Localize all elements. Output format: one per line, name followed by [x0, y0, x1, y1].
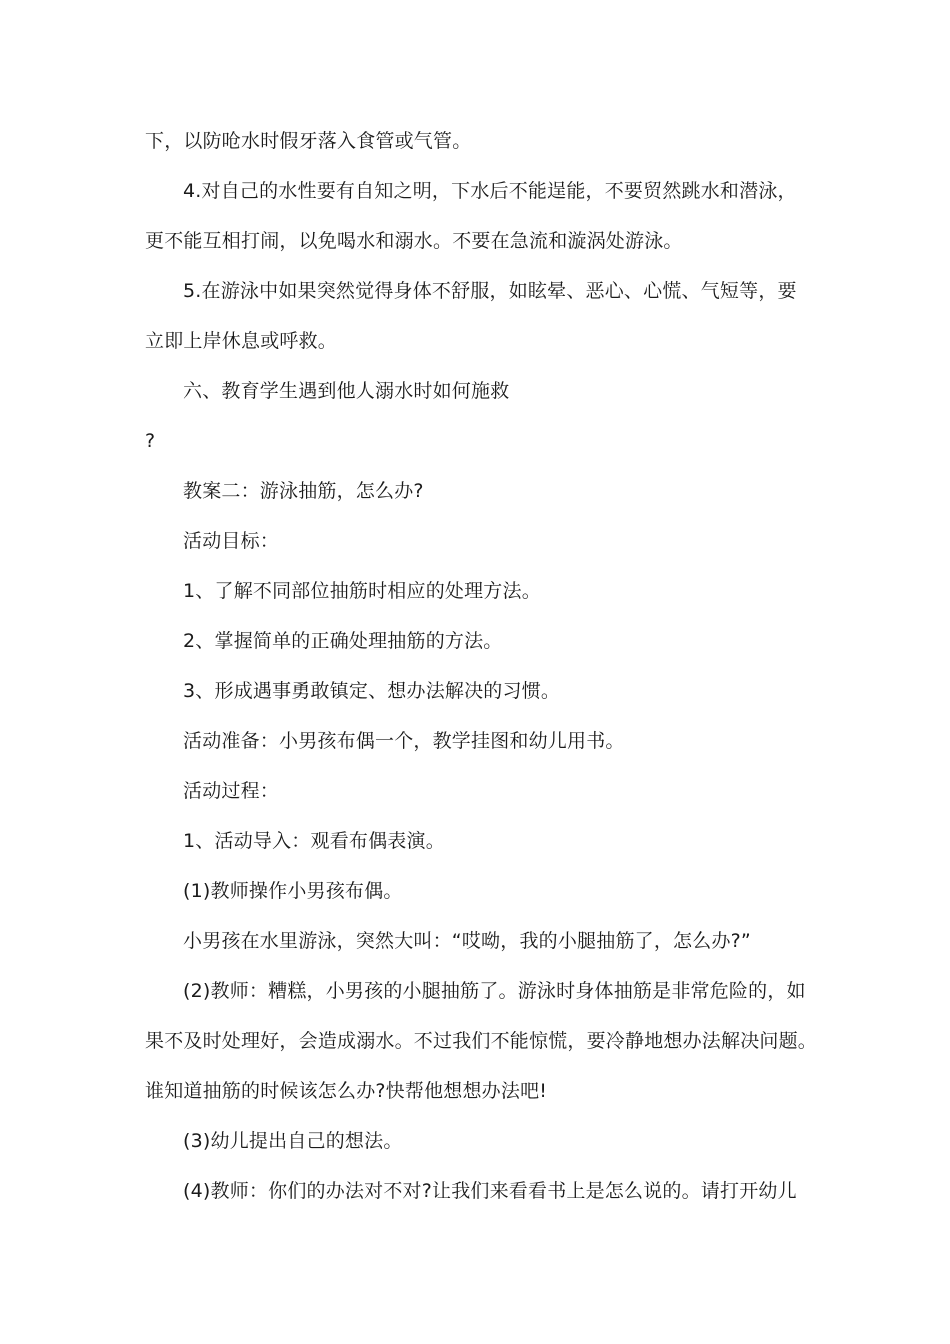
- list-item: (4)教师：你们的办法对不对?让我们来看看书上是怎么说的。请打开幼儿: [183, 1180, 797, 1202]
- section-heading: 六、教育学生遇到他人溺水时如何施救: [183, 380, 510, 402]
- list-item: (1)教师操作小男孩布偶。: [183, 880, 403, 902]
- text-line: 小男孩在水里游泳，突然大叫：“哎呦，我的小腿抽筋了，怎么办?”: [183, 930, 751, 952]
- text-line: 5.在游泳中如果突然觉得身体不舒服，如眩晕、恶心、心慌、气短等，要: [183, 280, 797, 302]
- list-item: 2、掌握简单的正确处理抽筋的方法。: [183, 630, 503, 652]
- lesson-title: 教案二：游泳抽筋，怎么办?: [183, 480, 424, 502]
- list-item: 3、形成遇事勇敢镇定、想办法解决的习惯。: [183, 680, 561, 702]
- text-line: 果不及时处理好，会造成溺水。不过我们不能惊慌，要冷静地想办法解决问题。: [145, 1030, 818, 1052]
- text-line: 谁知道抽筋的时候该怎么办?快帮他想想办法吧!: [145, 1080, 548, 1102]
- section-heading: 活动目标：: [183, 530, 280, 552]
- text-line: 活动准备：小男孩布偶一个，教学挂图和幼儿用书。: [183, 730, 625, 752]
- text-line: 立即上岸休息或呼救。: [145, 330, 338, 352]
- list-item: (2)教师：糟糕，小男孩的小腿抽筋了。游泳时身体抽筋是非常危险的，如: [183, 980, 806, 1002]
- section-heading: 活动过程：: [183, 780, 280, 802]
- text-line: 更不能互相打闹，以免喝水和溺水。不要在急流和漩涡处游泳。: [145, 230, 683, 252]
- list-item: 1、了解不同部位抽筋时相应的处理方法。: [183, 580, 541, 602]
- text-line: ?: [145, 430, 156, 452]
- list-item: 1、活动导入：观看布偶表演。: [183, 830, 445, 852]
- text-line: 下，以防呛水时假牙落入食管或气管。: [145, 130, 472, 152]
- list-item: (3)幼儿提出自己的想法。: [183, 1130, 403, 1152]
- text-line: 4.对自己的水性要有自知之明，下水后不能逞能，不要贸然跳水和潜泳，: [183, 180, 797, 202]
